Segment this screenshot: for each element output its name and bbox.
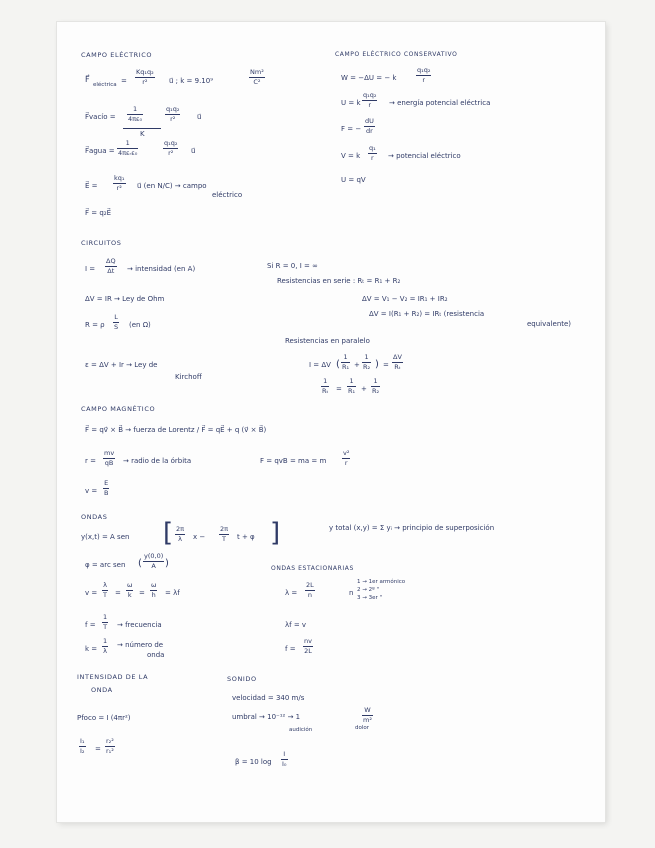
ondas-f-desc: → frecuencia — [117, 621, 162, 629]
cc-u-qv: U = qV — [341, 176, 366, 184]
sonido-beta-lhs: β = 10 log — [235, 758, 272, 766]
mag-lorentz: F⃗ = qv⃗ × B⃗ → fuerza de Lorentz / F⃗ = qE⃗ + q (v⃗ × B⃗) — [85, 426, 267, 434]
heading-campo-conservativo: CAMPO ELÉCTRICO CONSERVATIVO — [335, 51, 458, 58]
circ-i-lhs: I = — [85, 265, 96, 273]
ondas-eq-frac2: $\frac{2\pi}{T}$ — [220, 525, 229, 543]
heading-sonido: SONIDO — [227, 675, 257, 683]
circ-paralelo-title: Resistencias en paralelo — [285, 337, 370, 345]
intens-ratio-frac1: $\frac{\text{I₁}}{\text{I₂}}$ — [80, 737, 85, 755]
intens-power: Pfoco = I (4πr²) — [77, 714, 131, 722]
ondas-v-frac3: $\frac{\omega}{h}$ — [151, 581, 157, 599]
sonido-audicion: audición — [289, 727, 313, 733]
ondas-superposicion: y total (x,y) = Σ yᵢ → principio de superposición — [329, 524, 495, 532]
sonido-beta-frac: $\frac{I}{\text{I₀}}$ — [282, 750, 287, 768]
ondas-v-eq2: = — [139, 589, 145, 597]
circ-par2-fraca: $\frac{1}{\text{Rₜ}}$ — [322, 377, 329, 395]
cc-energy-lhs: U = k — [341, 99, 361, 107]
ce-fagua-u: u⃗ — [191, 147, 196, 155]
mag-radius-frac: $\frac{mv}{qB}$ — [104, 449, 115, 467]
ce-k-label: K — [140, 130, 145, 138]
ondas-v-frac2: $\frac{\omega}{k}$ — [127, 581, 133, 599]
ondas-bracket-close: ] — [270, 518, 281, 548]
mag-centripetal: F = qvB = ma = m — [260, 457, 327, 465]
ce-fagua-lhs: F⃗agua = — [85, 147, 115, 155]
ce-efield-rest: u⃗ (en N/C) → campo — [137, 182, 207, 190]
ce-coulomb-k: u⃗ ; k = 9.10⁹ — [169, 77, 214, 85]
ondas-phi-paren-close: ) — [165, 558, 169, 569]
circ-par2-fracc: $\frac{1}{\text{R₂}}$ — [372, 377, 380, 395]
ondas-est-arm2: 2 → 2º '' — [357, 587, 380, 593]
circ-par1-fraca: $\frac{1}{\text{R₁}}$ — [342, 353, 350, 371]
ondas-eq-lhs: y(x,t) = A sen — [81, 533, 130, 541]
circ-kirchoff2: Kirchoff — [175, 373, 202, 381]
cc-force-frac: $\frac{dU}{dr}$ — [365, 117, 374, 135]
circ-i-frac: $\frac{\Delta Q}{\Delta t}$ — [106, 257, 116, 275]
circ-ohm: ΔV = IR → Ley de Ohm — [85, 295, 165, 303]
cc-energy-desc: → energía potencial eléctrica — [389, 99, 491, 107]
sonido-umbral-frac: $\frac{W}{\text{m²}}$ — [363, 706, 372, 724]
ondas-k-desc: → número de — [117, 641, 164, 649]
circ-par2-plus: + — [361, 385, 367, 393]
cc-force-lhs: F = − — [341, 125, 362, 133]
ondas-v-lhs: v = — [85, 589, 98, 597]
ce-efield-lhs: E⃗ = — [85, 182, 98, 190]
intens-ratio-frac2: $\frac{\text{r₂²}}{\text{r₁²}}$ — [106, 737, 114, 755]
circ-par1-fracb: $\frac{1}{\text{R₂}}$ — [363, 353, 371, 371]
circ-serie-title: Resistencias en serie : Rₜ = R₁ + R₂ — [277, 277, 401, 285]
circ-resistivity-frac: $\frac{L}{S}$ — [114, 313, 119, 331]
sonido-velocidad: velocidad = 340 m/s — [232, 694, 305, 702]
heading-intensidad-2: ONDA — [91, 686, 113, 694]
ondas-phi-frac: $\frac{y(0,0)}{A}$ — [144, 552, 164, 570]
mag-velocity-lhs: v = — [85, 487, 98, 495]
ondas-bracket-open: [ — [163, 518, 174, 548]
circ-kirchoff: ε = ΔV + Ir → Ley de — [85, 361, 158, 369]
ondas-eq-mid: x − — [193, 533, 206, 541]
ondas-eq-frac1: $\frac{2\pi}{\lambda}$ — [176, 525, 185, 543]
circ-par1-lhs: I = ΔV — [309, 361, 331, 369]
mag-radius-desc: → radio de la órbita — [123, 457, 192, 465]
ondas-k-lhs: k = — [85, 645, 98, 653]
heading-ondas: ONDAS — [81, 513, 108, 521]
ondas-eq-end: t + φ — [237, 533, 255, 541]
heading-campo-magnetico: CAMPO MAGNÉTICO — [81, 405, 156, 413]
circ-par2-fracb: $\frac{1}{\text{R₁}}$ — [348, 377, 356, 395]
ondas-est-lf: λf = v — [285, 621, 307, 629]
ce-coulomb-fraction: $\frac{\text{Kq₁q₂}}{\text{r²}}$ — [136, 68, 154, 86]
circ-par1-paren-open: ( — [336, 359, 340, 370]
ondas-phi-lhs: φ = arc sen — [85, 561, 126, 569]
circ-par1-plus: + — [354, 361, 360, 369]
intens-ratio-eq: = — [95, 745, 101, 753]
notes-page — [57, 22, 605, 822]
circ-par1-fracc: $\frac{\Delta V}{\text{Rₜ}}$ — [393, 353, 402, 371]
ondas-v-eq1: = — [115, 589, 121, 597]
ce-force-subscript: eléctrica — [93, 82, 117, 88]
ce-force-symbol: F⃗ — [85, 75, 90, 84]
cc-energy-frac: $\frac{\text{q₁q₂}}{r}$ — [363, 91, 377, 109]
heading-campo-electrico: CAMPO ELÉCTRICO — [81, 51, 153, 59]
ondas-est-arm3: 3 → 3er '' — [357, 595, 383, 601]
mag-centripetal-frac: $\frac{\text{v²}}{r}$ — [343, 449, 350, 467]
circ-par1-eq: = — [383, 361, 389, 369]
ce-fvacio-lhs: F⃗vacío = — [85, 113, 116, 121]
cc-work-frac: $\frac{\text{q₁q₂}}{r}$ — [417, 66, 431, 84]
ce-k-underbrace — [123, 128, 161, 129]
ondas-est-lambda-lhs: λ = — [285, 589, 298, 597]
ondas-est-f-lhs: f = — [285, 645, 296, 653]
ondas-phi-paren-open: ( — [138, 558, 142, 569]
heading-ondas-estacionarias: ONDAS ESTACIONARIAS — [271, 565, 354, 572]
circ-par2-eq: = — [336, 385, 342, 393]
ondas-k-desc2: onda — [147, 651, 165, 659]
heading-circuitos: CIRCUITOS — [81, 239, 122, 247]
circ-resistivity-unit: (en Ω) — [129, 321, 151, 329]
ce-eq: = — [121, 77, 127, 85]
circ-short-circuit: Si R = 0, I = ∞ — [267, 262, 318, 270]
ce-efield-frac: $\frac{\text{kq₁}}{\text{r²}}$ — [114, 174, 125, 192]
cc-work: W = −ΔU = − k — [341, 74, 397, 82]
circ-serie-dv2: ΔV = I(R₁ + R₂) = IRₜ (resistencia — [369, 310, 485, 318]
ondas-k-frac: $\frac{1}{\lambda}$ — [103, 637, 108, 655]
ce-fvacio-frac1: $\frac{1}{\text{4πε₀}}$ — [128, 105, 143, 123]
mag-radius-lhs: r = — [85, 457, 96, 465]
ondas-est-f-frac: $\frac{nv}{2L}$ — [304, 637, 312, 655]
ce-fagua-frac1: 1 4πεᵣε₀ — [118, 139, 138, 157]
sonido-dolor: dolor — [355, 725, 370, 731]
ondas-f-lhs: f = — [85, 621, 96, 629]
ondas-v-frac1: $\frac{\lambda}{T}$ — [103, 581, 107, 599]
heading-intensidad-1: INTENSIDAD DE LA — [77, 673, 149, 681]
circ-resistivity-lhs: R = ρ — [85, 321, 105, 329]
cc-potential-lhs: V = k — [341, 152, 361, 160]
ondas-f-frac: $\frac{1}{T}$ — [103, 613, 108, 631]
ce-fvacio-u: u⃗ — [197, 113, 202, 121]
ce-fagua-frac2: $\frac{\text{q₁q₂}}{\text{r²}}$ — [164, 139, 178, 157]
ce-k-units: $\frac{\text{Nm²}}{\text{C²}}$ — [250, 68, 264, 86]
ondas-est-lambda-frac: $\frac{2L}{n}$ — [306, 581, 314, 599]
ondas-v-end: = λf — [165, 589, 180, 597]
circ-serie-dv1: ΔV = V₁ − V₂ = IR₁ + IR₂ — [362, 295, 448, 303]
ce-force-charge: F⃗ = q₂E⃗ — [85, 209, 112, 217]
circ-par1-paren-close: ) — [375, 359, 379, 370]
ondas-est-arm1: 1 → 1er armónico — [357, 579, 406, 585]
sonido-umbral: umbral → 10⁻¹² → 1 — [232, 713, 301, 721]
ce-efield-rest2: eléctrico — [212, 191, 243, 199]
ce-fvacio-frac2: $\frac{\text{q₁q₂}}{\text{r²}}$ — [166, 105, 180, 123]
circ-serie-dv3: equivalente) — [527, 320, 572, 328]
circ-i-desc: → intensidad (en A) — [127, 265, 196, 273]
ondas-est-n: n — [349, 589, 354, 597]
cc-potential-frac: $\frac{\text{q₁}}{r}$ — [369, 144, 376, 162]
cc-potential-desc: → potencial eléctrico — [388, 152, 461, 160]
mag-velocity-frac: $\frac{E}{B}$ — [104, 479, 109, 497]
